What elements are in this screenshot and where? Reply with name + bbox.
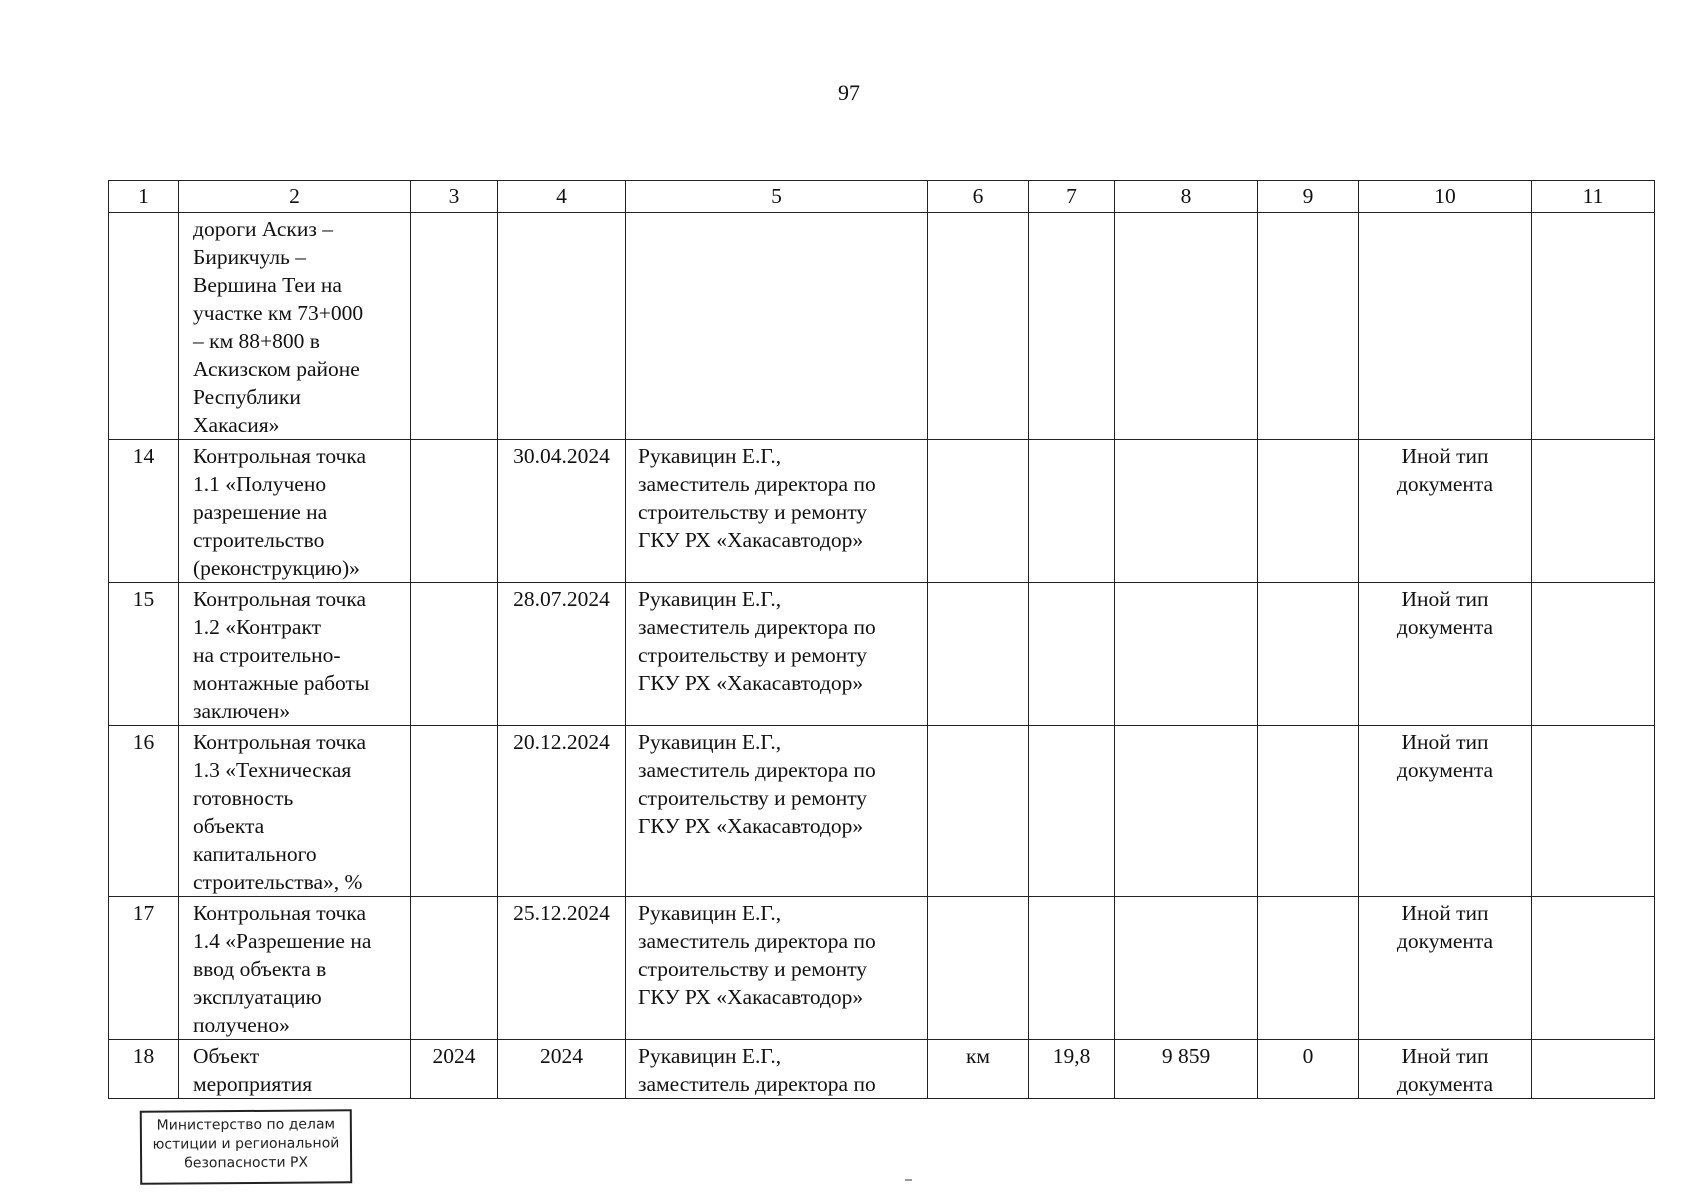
row-end [498,213,626,440]
row-responsible: Рукавицин Е.Г., заместитель директора по строительству и ремонту ГКУ РХ «Хакасавтодор» [626,726,928,897]
scan-speck [905,1179,912,1181]
row-number: 16 [109,726,179,897]
ministry-stamp [140,1109,353,1184]
row-number [109,213,179,440]
row-end: 25.12.2024 [498,897,626,1040]
page-number: 97 [838,80,860,105]
row-value-7 [1029,583,1115,726]
row-column-11 [1532,1040,1655,1099]
stamp-line: безопасности РХ [184,1154,309,1172]
row-value-7: 19,8 [1029,1040,1115,1099]
row-responsible: Рукавицин Е.Г., заместитель директора по строительству и ремонту ГКУ РХ «Хакасавтодор» [626,583,928,726]
row-value-7 [1029,897,1115,1040]
row-number: 17 [109,897,179,1040]
row-start [411,583,498,726]
row-unit [928,583,1029,726]
row-unit [928,726,1029,897]
table-header-row [109,181,1655,213]
column-number-header: 7 [1029,181,1115,213]
row-doc-type: Иной тип документа [1359,726,1532,897]
stamp-line: юстиции и региональной [152,1135,340,1153]
column-number-header: 1 [109,181,179,213]
row-doc-type: Иной тип документа [1359,897,1532,1040]
row-name: Контрольная точка 1.1 «Получено разрешение на строительство (реконструкцию)» [179,440,411,583]
table-row [109,440,1655,583]
row-responsible: Рукавицин Е.Г., заместитель директора по строительству и ремонту ГКУ РХ «Хакасавтодор» [626,440,928,583]
row-name: дороги Аскиз – Бирикчуль – Вершина Теи на участке км 73+000 – км 88+800 в Аскизском районе Республики Хакасия» [179,213,411,440]
column-number-header: 4 [498,181,626,213]
row-start: 2024 [411,1040,498,1099]
row-start [411,726,498,897]
column-number-header: 2 [179,181,411,213]
row-value-9 [1258,726,1359,897]
row-responsible: Рукавицин Е.Г., заместитель директора по строительству и ремонту ГКУ РХ «Хакасавтодор» [626,897,928,1040]
row-number: 14 [109,440,179,583]
table-row [109,726,1655,897]
row-name: Контрольная точка 1.3 «Техническая готовность объекта капитального строительства», % [179,726,411,897]
row-end: 20.12.2024 [498,726,626,897]
row-value-8 [1115,583,1258,726]
row-value-8 [1115,213,1258,440]
row-doc-type: Иной тип документа [1359,440,1532,583]
stamp-line: Министерство по делам [156,1116,336,1134]
row-name: Объект мероприятия [179,1040,411,1099]
row-doc-type [1359,213,1532,440]
row-end: 30.04.2024 [498,440,626,583]
document-table [108,180,1655,1099]
row-unit [928,897,1029,1040]
table-row [109,583,1655,726]
row-value-8 [1115,726,1258,897]
row-name: Контрольная точка 1.4 «Разрешение на ввод объекта в эксплуатацию получено» [179,897,411,1040]
row-column-11 [1532,726,1655,897]
row-value-8 [1115,897,1258,1040]
column-number-header: 9 [1258,181,1359,213]
column-number-header: 5 [626,181,928,213]
row-doc-type: Иной тип документа [1359,1040,1532,1099]
row-value-9 [1258,440,1359,583]
row-unit [928,440,1029,583]
row-start [411,213,498,440]
row-number: 15 [109,583,179,726]
row-value-7 [1029,440,1115,583]
row-value-8 [1115,440,1258,583]
row-end: 28.07.2024 [498,583,626,726]
row-column-11 [1532,440,1655,583]
row-start [411,440,498,583]
row-responsible: Рукавицин Е.Г., заместитель директора по [626,1040,928,1099]
row-name: Контрольная точка 1.2 «Контракт на строительно- монтажные работы заключен» [179,583,411,726]
table-row [109,213,1655,440]
row-column-11 [1532,583,1655,726]
column-number-header: 10 [1359,181,1532,213]
row-unit [928,213,1029,440]
column-number-header: 11 [1532,181,1655,213]
row-number: 18 [109,1040,179,1099]
row-column-11 [1532,213,1655,440]
column-number-header: 3 [411,181,498,213]
row-value-9 [1258,897,1359,1040]
row-unit: км [928,1040,1029,1099]
row-doc-type: Иной тип документа [1359,583,1532,726]
row-responsible [626,213,928,440]
row-value-8: 9 859 [1115,1040,1258,1099]
table-row [109,897,1655,1040]
row-value-7 [1029,726,1115,897]
row-column-11 [1532,897,1655,1040]
row-value-9: 0 [1258,1040,1359,1099]
row-value-9 [1258,583,1359,726]
column-number-header: 6 [928,181,1029,213]
row-start [411,897,498,1040]
row-end: 2024 [498,1040,626,1099]
column-number-header: 8 [1115,181,1258,213]
row-value-9 [1258,213,1359,440]
table-row [109,1040,1655,1099]
row-value-7 [1029,213,1115,440]
